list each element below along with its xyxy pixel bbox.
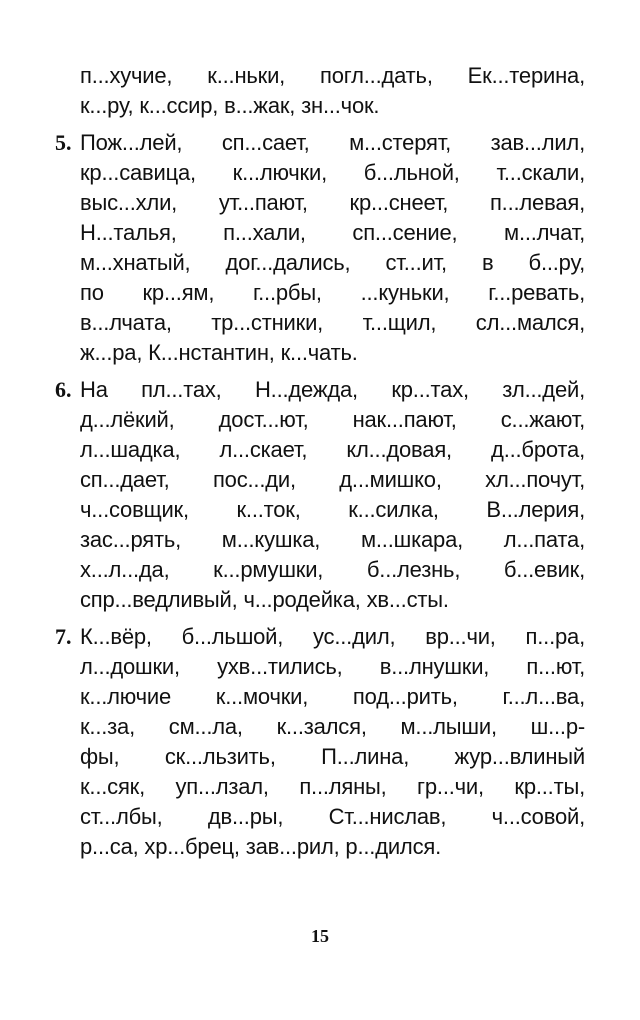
exercise-5-line-7: в...лчата, тр...стники, т...щил, сл...мался, — [80, 310, 585, 335]
exercise-7-line-1: К...вёр, б...льшой, ус...дил, вр...чи, п...ра, — [80, 624, 585, 649]
exercise-7-line-5: фы, ск...льзить, П...лина, жур...влиный — [80, 744, 585, 769]
exercise-6-line-1: На пл...тах, Н...дежда, кр...тах, зл...дей, — [80, 377, 585, 402]
exercise-7-line-7: ст...лбы, дв...ры, Ст...нислав, ч...совой, — [80, 804, 585, 829]
exercise-number-7: 7. — [55, 624, 72, 649]
exercise-7-line-6: к...сяк, уп...лзал, п...ляны, гр...чи, кр...ты, — [80, 774, 585, 799]
exercise-6-line-8: спр...ведливый, ч...родейка, хв...сты. — [80, 587, 449, 612]
exercise-5-line-4: Н...талья, п...хали, сп...сение, м...лчат, — [80, 220, 585, 245]
exercise-6-line-6: зас...рять, м...кушка, м...шкара, л...пата, — [80, 527, 585, 552]
exercise-7-line-3: к...лючие к...мочки, под...рить, г...л...ва, — [80, 684, 585, 709]
exercise-5-line-1: Пож...лей, сп...сает, м...стерят, зав...лил, — [80, 130, 585, 155]
exercise-7-line-4: к...за, см...ла, к...зался, м...лыши, ш...р- — [80, 714, 585, 739]
exercise-7-line-8: р...са, хр...брец, зав...рил, р...дился. — [80, 834, 441, 859]
continuation-line-2: к...ру, к...ссир, в...жак, зн...чок. — [80, 93, 380, 118]
exercise-number-6: 6. — [55, 377, 72, 402]
exercise-7-line-2: л...дошки, ухв...тились, в...лнушки, п...ют, — [80, 654, 585, 679]
exercise-6-line-2: д...лёкий, дост...ют, нак...пают, с...жают, — [80, 407, 585, 432]
exercise-6-line-5: ч...совщик, к...ток, к...силка, В...лерия, — [80, 497, 585, 522]
page-number: 15 — [311, 926, 329, 946]
exercise-5-line-8: ж...ра, К...нстантин, к...чать. — [80, 340, 358, 365]
exercise-5-line-5: м...хнатый, дог...дались, ст...ит, в б...ру, — [80, 250, 585, 275]
exercise-6-line-3: л...шадка, л...скает, кл...довая, д...брота, — [80, 437, 585, 462]
exercise-number-5: 5. — [55, 130, 72, 155]
exercise-6-line-4: сп...дает, пос...ди, д...мишко, хл...почут, — [80, 467, 585, 492]
exercise-5-line-6: по кр...ям, г...рбы, ...куньки, г...ревать, — [80, 280, 585, 305]
exercise-5-line-3: выс...хли, ут...пают, кр...снеет, п...левая, — [80, 190, 585, 215]
exercise-6-line-7: х...л...да, к...рмушки, б...лезнь, б...евик, — [80, 557, 585, 582]
continuation-line-1: п...хучие, к...ньки, погл...дать, Ек...терина, — [80, 63, 585, 88]
exercise-5-line-2: кр...савица, к...лючки, б...льной, т...скали, — [80, 160, 585, 185]
